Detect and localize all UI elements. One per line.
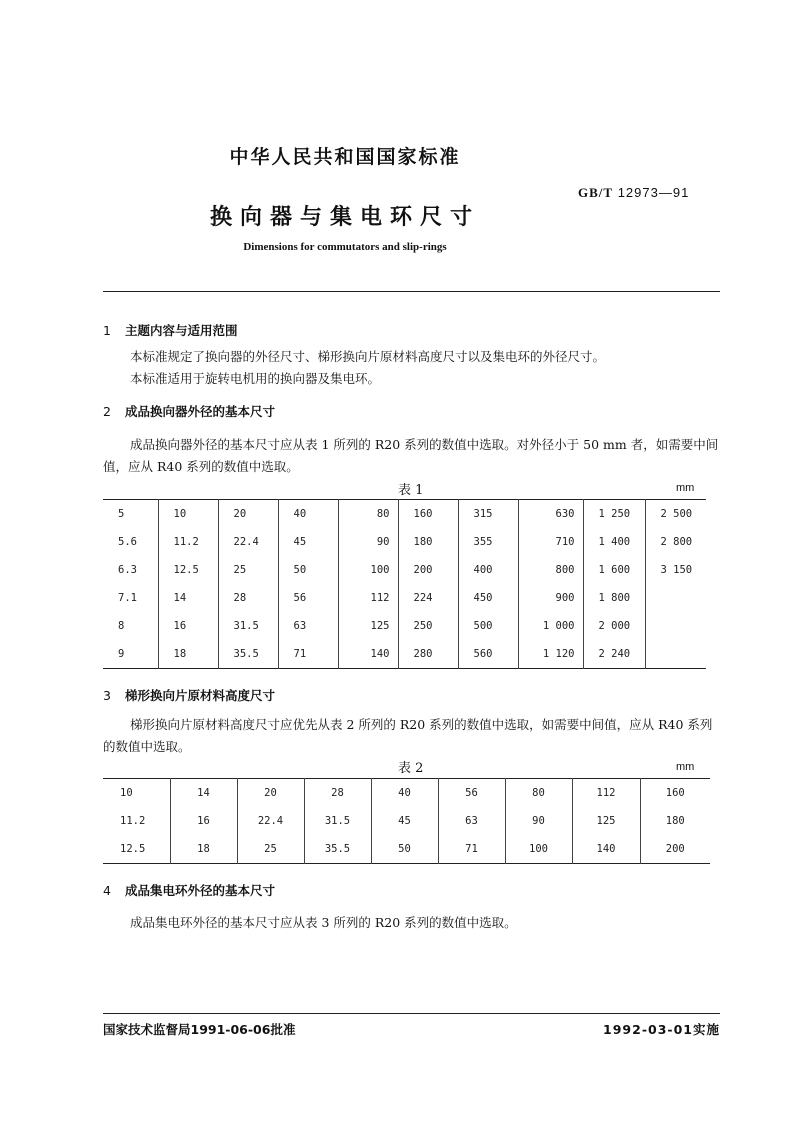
table-cell: 112 [572, 779, 640, 808]
section-3-heading [103, 686, 275, 704]
section-1-heading [103, 321, 238, 339]
table-cell: 12.5 [120, 843, 146, 855]
table-2-unit: mm [676, 761, 695, 773]
table-cell: 2 240 [583, 640, 645, 669]
standard-title: 中华人民共和国国家标准 [229, 146, 461, 168]
table-cell: 800 [518, 556, 583, 584]
table-cell: 2 500 [645, 500, 706, 529]
table-cell: 9 [118, 648, 125, 660]
section-1-para-2 [103, 368, 723, 390]
standard-code: 12973—91 [617, 185, 690, 200]
table-cell: 31.5 [218, 612, 278, 640]
table-cell: 200 [640, 835, 710, 864]
table-cell: 71 [278, 640, 338, 669]
table-cell: 125 [572, 807, 640, 835]
section-2-heading [103, 402, 275, 420]
table-cell: 16 [170, 807, 237, 835]
table-cell: 6.3 [118, 564, 137, 576]
table-cell: 45 [278, 528, 338, 556]
section-title: 主题内容与适用范围 [125, 323, 238, 338]
table-cell: 560 [458, 640, 518, 669]
paragraph-text: 成品换向器外径的基本尺寸应从表 1 所列的 R20 系列的数值中选取。对外径小于 50 mm 者，如需要中间值，应从 R40 系列的数值中选取。 [103, 437, 719, 474]
table-cell: 56 [278, 584, 338, 612]
table-cell: 250 [398, 612, 458, 640]
table-cell: 630 [518, 500, 583, 529]
table-cell: 90 [338, 528, 398, 556]
table-cell: 1 800 [583, 584, 645, 612]
table-cell: 1 000 [518, 612, 583, 640]
table-cell: 3 150 [645, 556, 706, 584]
section-number: 2 [103, 404, 111, 419]
table-cell: 100 [505, 835, 572, 864]
paragraph-text: 本标准适用于旋转电机用的换向器及集电环。 [130, 371, 381, 386]
table-cell: 20 [237, 779, 304, 808]
header-divider [103, 291, 720, 292]
table-cell: 35.5 [218, 640, 278, 669]
table-cell: 400 [458, 556, 518, 584]
table-1-caption: 表 1 [398, 483, 424, 498]
table-cell: 100 [338, 556, 398, 584]
table-cell: 11.2 [120, 815, 146, 827]
table-cell: 16 [158, 612, 218, 640]
table-cell: 140 [338, 640, 398, 669]
table-cell: 10 [158, 500, 218, 529]
table-cell: 1 600 [583, 556, 645, 584]
table-cell: 5 [118, 508, 125, 520]
section-title: 成品换向器外径的基本尺寸 [125, 404, 276, 419]
table-cell: 355 [458, 528, 518, 556]
table-cell: 40 [278, 500, 338, 529]
table-cell: 20 [218, 500, 278, 529]
table-cell: 28 [218, 584, 278, 612]
table-cell: 31.5 [304, 807, 371, 835]
table-cell: 5.6 [118, 536, 137, 548]
table-cell: 28 [304, 779, 371, 808]
english-title: Dimensions for commutators and slip-rings [243, 241, 447, 253]
table-cell: 180 [398, 528, 458, 556]
table-cell: 56 [438, 779, 505, 808]
table-cell: 18 [170, 835, 237, 864]
table-cell: 315 [458, 500, 518, 529]
table-cell [645, 612, 706, 640]
table-cell: 12.5 [158, 556, 218, 584]
section-title: 成品集电环外径的基本尺寸 [125, 883, 276, 898]
table-cell: 112 [338, 584, 398, 612]
table-1 [103, 499, 706, 669]
paragraph-text: 梯形换向片原材料高度尺寸应优先从表 2 所列的 R20 系列的数值中选取，如需要中间值，应从 R40 系列的数值中选取。 [103, 717, 713, 754]
table-row [103, 500, 706, 529]
table-row [103, 779, 710, 808]
standard-number [578, 185, 689, 201]
table-cell: 224 [398, 584, 458, 612]
table-row [103, 835, 710, 864]
table-cell: 14 [170, 779, 237, 808]
table-cell: 8 [118, 620, 125, 632]
section-4-para-1 [103, 912, 723, 934]
section-number: 3 [103, 688, 111, 703]
table-cell: 40 [371, 779, 438, 808]
table-cell: 14 [158, 584, 218, 612]
table-cell: 50 [371, 835, 438, 864]
table-cell: 140 [572, 835, 640, 864]
table-cell: 160 [640, 779, 710, 808]
table-cell: 160 [398, 500, 458, 529]
table-2-caption: 表 2 [398, 761, 424, 776]
section-number: 1 [103, 323, 111, 338]
table-row [103, 612, 706, 640]
table-cell: 125 [338, 612, 398, 640]
table-cell: 63 [278, 612, 338, 640]
table-2 [103, 778, 710, 864]
paragraph-text: 本标准规定了换向器的外径尺寸、梯形换向片原材料高度尺寸以及集电环的外径尺寸。 [130, 349, 606, 364]
table-cell: 180 [640, 807, 710, 835]
table-row [103, 640, 706, 669]
table-1-unit: mm [676, 482, 695, 494]
table-cell: 80 [338, 500, 398, 529]
table-cell: 1 250 [583, 500, 645, 529]
table-row [103, 556, 706, 584]
table-cell: 45 [371, 807, 438, 835]
footer-divider [103, 1013, 720, 1014]
section-title: 梯形换向片原材料高度尺寸 [125, 688, 276, 703]
section-number: 4 [103, 883, 111, 898]
table-cell: 11.2 [158, 528, 218, 556]
table-cell: 50 [278, 556, 338, 584]
table-cell: 2 800 [645, 528, 706, 556]
table-cell [645, 640, 706, 669]
table-row [103, 807, 710, 835]
effective-date: 1992-03-01实施 [603, 1022, 720, 1037]
table-cell: 22.4 [218, 528, 278, 556]
table-row [103, 584, 706, 612]
table-cell [645, 584, 706, 612]
table-cell: 25 [218, 556, 278, 584]
section-1-para-1 [103, 346, 723, 368]
section-2-para-1 [103, 434, 723, 478]
table-cell: 63 [438, 807, 505, 835]
table-cell: 280 [398, 640, 458, 669]
table-cell: 450 [458, 584, 518, 612]
table-cell: 7.1 [118, 592, 137, 604]
table-cell: 1 400 [583, 528, 645, 556]
table-cell: 200 [398, 556, 458, 584]
table-row [103, 528, 706, 556]
approval-note: 国家技术监督局1991-06-06批准 [103, 1022, 296, 1037]
table-cell: 71 [438, 835, 505, 864]
table-cell: 2 000 [583, 612, 645, 640]
table-cell: 18 [158, 640, 218, 669]
table-cell: 900 [518, 584, 583, 612]
table-cell: 22.4 [237, 807, 304, 835]
standard-prefix: GB/T [578, 185, 614, 200]
table-cell: 80 [505, 779, 572, 808]
table-cell: 25 [237, 835, 304, 864]
table-cell: 10 [120, 787, 133, 799]
section-3-para-1 [103, 714, 723, 758]
section-4-heading [103, 881, 275, 899]
table-cell: 710 [518, 528, 583, 556]
document-title: 换向器与集电环尺寸 [209, 205, 480, 230]
table-cell: 90 [505, 807, 572, 835]
paragraph-text: 成品集电环外径的基本尺寸应从表 3 所列的 R20 系列的数值中选取。 [130, 915, 517, 930]
table-cell: 500 [458, 612, 518, 640]
table-cell: 35.5 [304, 835, 371, 864]
table-cell: 1 120 [518, 640, 583, 669]
